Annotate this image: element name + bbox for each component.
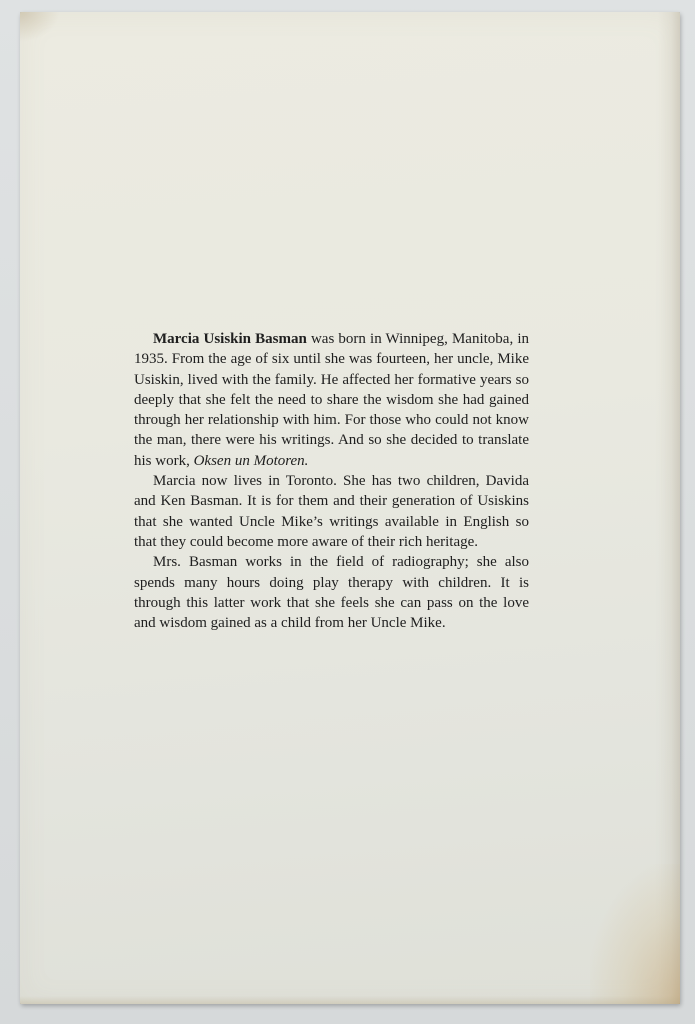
author-bio bbox=[134, 329, 529, 633]
bio-paragraph-3: Mrs. Basman works in the field of radiography; she also spends many hours doing play therapy with children. It is through this latter work that she feels she can pass on the love and wisdom gained as a child from her Uncle Mike. bbox=[134, 554, 529, 632]
bottom-edge-wear bbox=[20, 996, 680, 1004]
bottom-right-corner-stain bbox=[590, 864, 680, 1004]
author-name: Marcia Usiskin Basman bbox=[153, 331, 307, 347]
top-left-corner-wear bbox=[20, 12, 60, 42]
book-title: Oksen un Motoren. bbox=[193, 452, 309, 469]
bio-paragraph-2: Marcia now lives in Toronto. She has two children, Davida and Ken Basman. It is for them and their generation of Usiskins that she wanted Uncle Mike’s writings available in English so that they could become more aware of their rich heritage. bbox=[134, 473, 529, 550]
bio-paragraph-1-text: was born in Winnipeg, Manitoba, in 1935. From the age of six until she was fourteen, her uncle, Mike Usiskin, lived with the family. He affected her formative years so deeply that she felt the need to share the wisdom she had gained through her relationship with him. For those who could not know the man, there were his writings. And so she decided to translate his work, bbox=[134, 331, 529, 469]
bio-paragraph-1 bbox=[134, 329, 529, 471]
page-edge-shading bbox=[658, 12, 680, 1004]
